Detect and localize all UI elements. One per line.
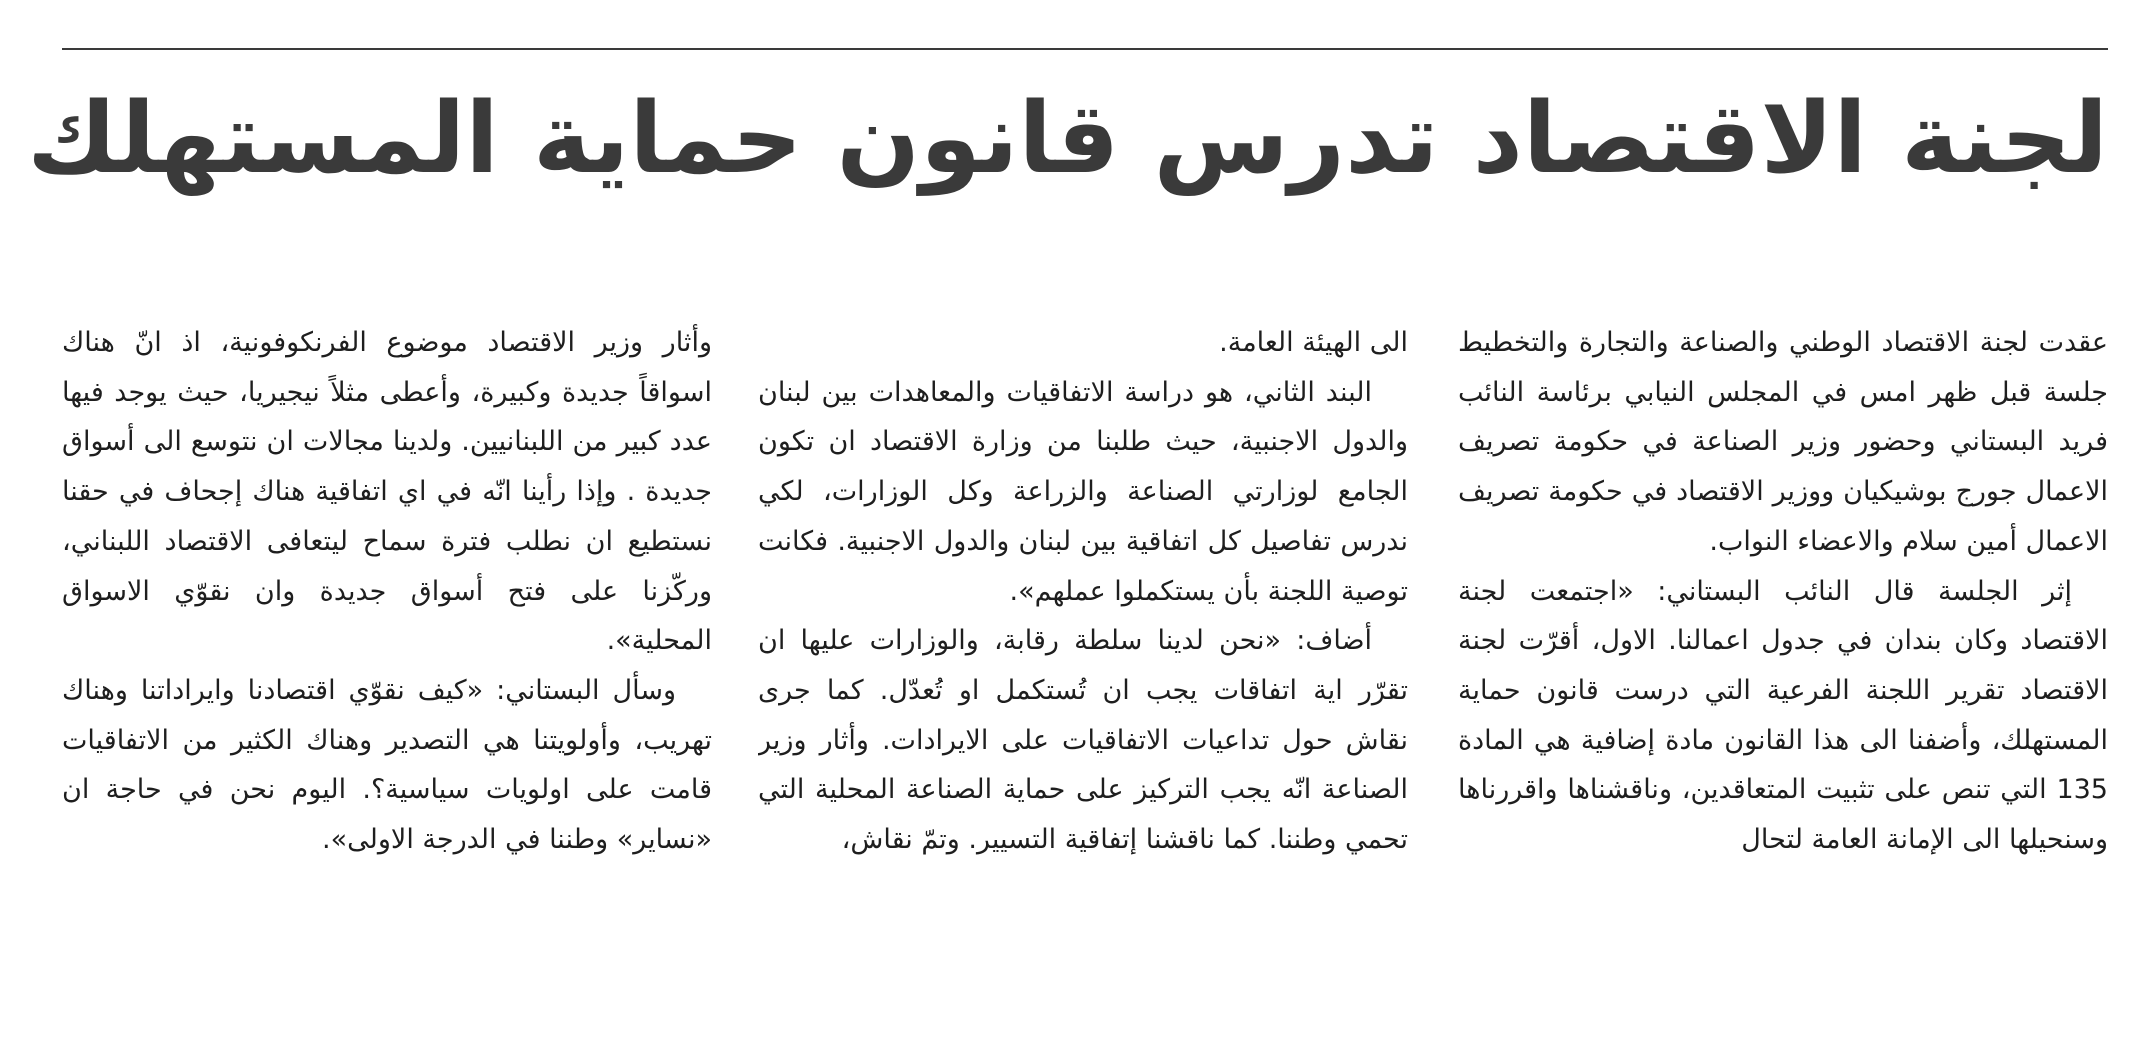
- column-2-paragraph-2: البند الثاني، هو دراسة الاتفاقيات والمعاهدات بين لبنان والدول الاجنبية، حيث طلبنا من وزارة الاقتصاد ان تكون الجامع لوزارتي الصناعة والزراعة وكل الوزارات، لكي ندرس تفاصيل كل اتفاقية بين لبنان والدول الاجنبية. فكانت توصية اللجنة بأن يستكملوا عملهم».: [758, 376, 1408, 607]
- article-column-1: [1458, 318, 2108, 998]
- top-divider: [62, 48, 2108, 50]
- column-3-paragraph-2: وسأل البستاني: «كيف نقوّي اقتصادنا وايراداتنا وهناك تهريب، وأولويتنا هي التصدير وهناك الكثير من الاتفاقيات قامت على اولويات سياسية؟. اليوم نحن في حاجة ان «نساير» وطننا في الدرجة الاولى».: [62, 674, 712, 856]
- column-1-paragraph-2: إثر الجلسة قال النائب البستاني: «اجتمعت لجنة الاقتصاد وكان بندان في جدول اعمالنا. الاول، أقرّت لجنة الاقتصاد تقرير اللجنة الفرعية التي درست قانون حماية المستهلك، وأضفنا الى هذا القانون مادة إضافية هي المادة 135 التي تنص على تثبيت المتعاقدين، وناقشناها واقررناها وسنحيلها الى الإمانة العامة لتحال: [1458, 575, 2108, 856]
- column-3-paragraph-1: وأثار وزير الاقتصاد موضوع الفرنكوفونية، اذ انّ هناك اسواقاً جديدة وكبيرة، وأعطى مثلاً نيجيريا، حيث يوجد فيها عدد كبير من اللبنانيين. ولدينا مجالات ان نتوسع الى أسواق جديدة . وإذا رأينا انّه في اي اتفاقية هناك إجحاف في حقنا نستطيع ان نطلب فترة سماح ليتعافى الاقتصاد اللبناني، وركّزنا على فتح أسواق جديدة وان نقوّي الاسواق المحلية».: [62, 327, 712, 657]
- article-column-3: [62, 318, 712, 998]
- article-column-2: [758, 318, 1408, 998]
- article-headline: لجنة الاقتصاد تدرس قانون حماية المستهلك: [27, 82, 2108, 196]
- column-1-paragraph-1: عقدت لجنة الاقتصاد الوطني والصناعة والتجارة والتخطيط جلسة قبل ظهر امس في المجلس النيابي برئاسة النائب فريد البستاني وحضور وزير الصناعة في حكومة تصريف الاعمال جورج بوشيكيان ووزير الاقتصاد في حكومة تصريف الاعمال أمين سلام والاعضاء النواب.: [1458, 327, 2108, 557]
- column-2-paragraph-3: أضاف: «نحن لدينا سلطة رقابة، والوزارات عليها ان تقرّر اية اتفاقات يجب ان تُستكمل او تُعدّل. كما جرى نقاش حول تداعيات الاتفاقيات على الايرادات. وأثار وزير الصناعة انّه يجب التركيز على حماية الصناعة المحلية التي تحمي وطننا. كما ناقشنا إتفاقية التسيير. وتمّ نقاش،: [758, 625, 1408, 856]
- column-2-paragraph-1: الى الهيئة العامة.: [1219, 327, 1408, 358]
